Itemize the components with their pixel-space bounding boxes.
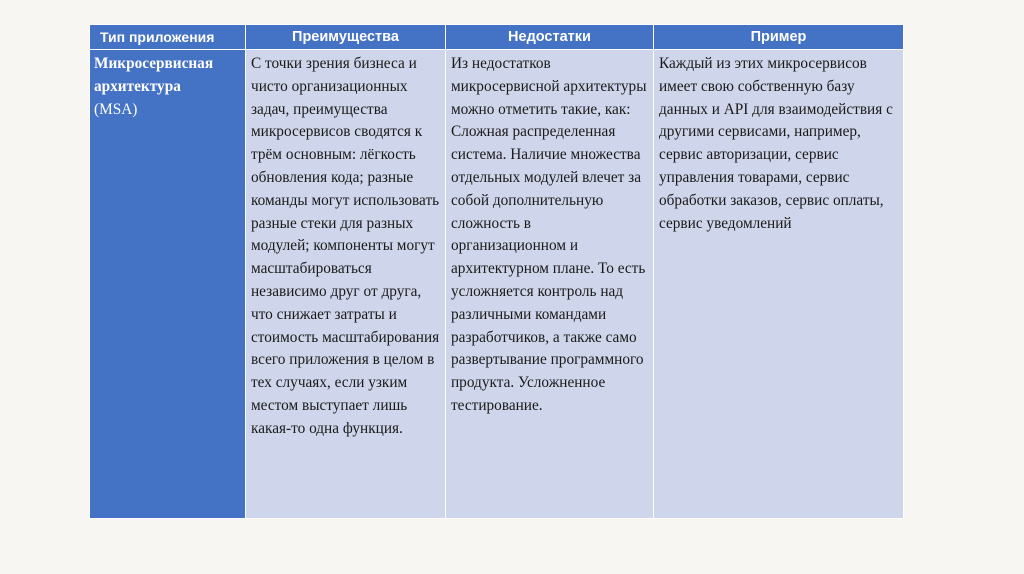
header-example: Пример [654,25,903,49]
cell-app-type [90,50,245,518]
header-disadvantages: Недостатки [446,25,653,49]
cell-disadvantages: Из недостатков микросервисной архитектуры можно отметить такие, как: Сложная распределенная система. Наличие множества отдельных модулей влечет за собой дополнительную сложность в организационном и архитектурном плане. То есть усложняется контроль над различными командами разработчиков, а также само развертывание программного продукта. Усложненное тестирование. [446,50,653,518]
cell-example: Каждый из этих микросервисов имеет свою собственную базу данных и API для взаимодействия с другими сервисами, например, сервис авторизации, сервис управления товарами, сервис обработки заказов, сервис оплаты, сервис уведомлений [654,50,903,518]
header-row [90,25,903,49]
app-type-abbr: (MSA) [94,100,138,118]
comparison-table [89,24,904,519]
app-type-name: Микросервисная архитектура [94,55,214,95]
header-advantages: Преимущества [246,25,445,49]
table-row [90,50,903,518]
cell-advantages: С точки зрения бизнеса и чисто организационных задач, преимущества микросервисов сводятся к трём основным: лёгкость обновления кода; разные команды могут использовать разные стеки для разных модулей; компоненты могут масштабироваться независимо друг от друга, что снижает затраты и стоимость масштабирования всего приложения в целом в тех случаях, если узким местом выступает лишь какая-то одна функция. [246,50,445,518]
header-type: Тип приложения [90,25,245,49]
